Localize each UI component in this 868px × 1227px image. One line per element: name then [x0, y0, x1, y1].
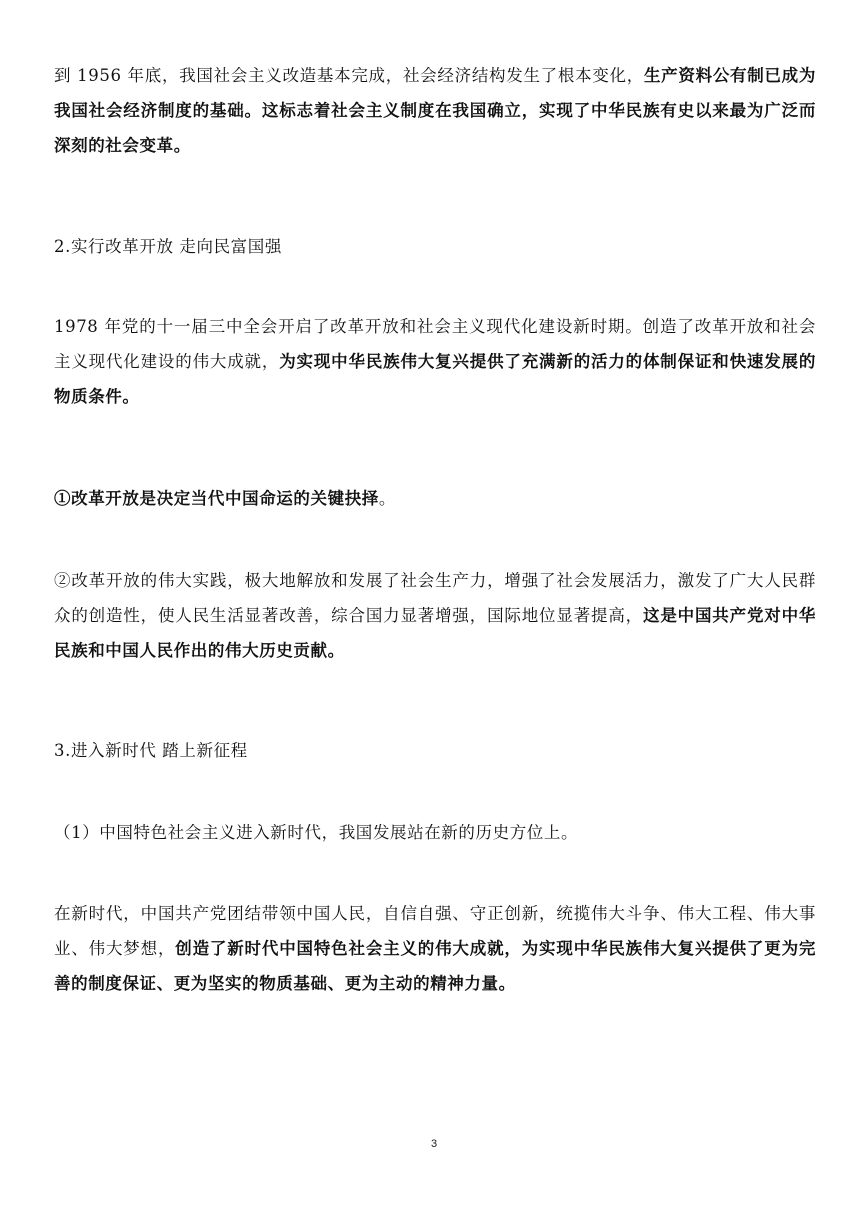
paragraph-text: 到 1956 年底，我国社会主义改造基本完成，社会经济结构发生了根本变化，	[54, 66, 644, 85]
paragraph-bold-text: 创造了新时代中国特色社会主义的伟大成就，为实现中华民族伟大复兴提供了更为完善的制度保证、更为坚实的物质基础、更为主动的精神力量。	[54, 939, 816, 993]
paragraph-reform-opening	[54, 309, 816, 414]
paragraph-great-practice	[54, 563, 816, 668]
page-number: 3	[430, 1138, 438, 1150]
paragraph-bold-text: 生产资料公有制已成为我国社会经济制度的基础。这标志着社会主义制度在我国确立，实现了中华民族有史以来最为广泛而深刻的社会变革。	[54, 66, 817, 155]
section-heading-new-era: 3.进入新时代 踏上新征程	[54, 741, 248, 760]
paragraph-text: ②改革开放的伟大实践，极大地解放和发展了社会生产力，增强了社会发展活力，激发了广大人民群众的创造性，使人民生活显著改善，综合国力显著增强，国际地位显著提高，	[54, 571, 816, 625]
paragraph-text: 1978 年党的十一届三中全会开启了改革开放和社会主义现代化建设新时期。创造了改革开放和社会主义现代化建设的伟大成就，	[54, 317, 816, 371]
paragraph-key-choice	[54, 481, 816, 516]
paragraph-socialist-transformation	[54, 58, 816, 163]
paragraph-bold-text: 这是中国共产党对中华民族和中国人民作出的伟大历史贡献。	[54, 606, 817, 660]
section-heading-reform-opening: 2.实行改革开放 走向民富国强	[54, 237, 282, 256]
paragraph-text: 。	[378, 489, 397, 508]
paragraph-bold-text: ①改革开放是决定当代中国命运的关键抉择	[54, 489, 379, 508]
paragraph-bold-text: 为实现中华民族伟大复兴提供了充满新的活力的体制保证和快速发展的物质条件。	[54, 352, 816, 406]
paragraph-new-era-achievements	[54, 896, 816, 1001]
paragraph-new-era-intro: （1）中国特色社会主义进入新时代，我国发展站在新的历史方位上。	[54, 823, 579, 842]
paragraph-text: 在新时代，中国共产党团结带领中国人民，自信自强、守正创新，统揽伟大斗争、伟大工程、伟大事业、伟大梦想，	[54, 904, 816, 958]
